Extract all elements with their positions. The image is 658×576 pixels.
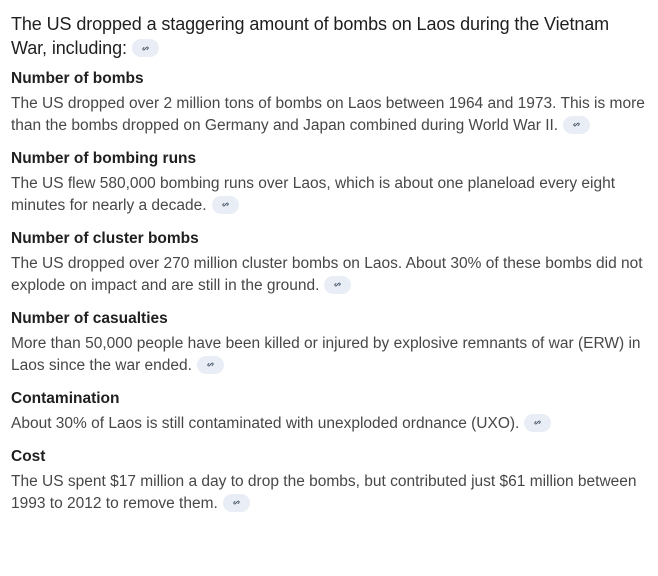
link-icon — [532, 417, 543, 428]
section-heading: Number of bombs — [11, 70, 144, 87]
section-heading: Contamination — [11, 390, 120, 407]
section-body — [11, 253, 648, 297]
section-number-of-cluster-bombs — [11, 229, 648, 297]
section-body-text: The US spent $17 million a day to drop the bombs, but contributed just $61 million between 1993 to 2012 to remove them. — [11, 473, 637, 512]
section-cost — [11, 447, 648, 515]
source-link-chip[interactable] — [132, 39, 159, 57]
section-body-text: The US flew 580,000 bombing runs over Laos, which is about one planeload every eight minutes for nearly a decade. — [11, 175, 616, 214]
section-number-of-bombing-runs — [11, 149, 648, 217]
section-body-text: More than 50,000 people have been killed or injured by explosive remnants of war (ERW) in Laos since the war ended. — [11, 335, 641, 374]
section-body-text: The US dropped over 2 million tons of bombs on Laos between 1964 and 1973. This is more than the bombs dropped on Germany and Japan combined during World War II. — [11, 95, 645, 134]
intro-paragraph — [11, 12, 648, 60]
section-body — [11, 333, 648, 377]
link-icon — [231, 497, 242, 508]
section-body — [11, 413, 648, 435]
source-link-chip[interactable] — [212, 196, 239, 214]
link-icon — [220, 199, 231, 210]
section-body-text: About 30% of Laos is still contaminated with unexploded ordnance (UXO). — [11, 415, 520, 432]
source-link-chip[interactable] — [563, 116, 590, 134]
intro-text: The US dropped a staggering amount of bombs on Laos during the Vietnam War, including: — [11, 14, 610, 58]
section-number-of-bombs — [11, 69, 648, 137]
section-heading: Number of casualties — [11, 310, 168, 327]
section-heading: Number of cluster bombs — [11, 230, 199, 247]
section-heading: Number of bombing runs — [11, 150, 197, 167]
section-body-text: The US dropped over 270 million cluster bombs on Laos. About 30% of these bombs did not explode on impact and are still in the ground. — [11, 255, 643, 294]
link-icon — [140, 43, 151, 54]
source-link-chip[interactable] — [197, 356, 224, 374]
link-icon — [332, 279, 343, 290]
section-number-of-casualties — [11, 309, 648, 377]
section-body — [11, 93, 648, 137]
section-heading: Cost — [11, 448, 46, 465]
link-icon — [571, 119, 582, 130]
section-body — [11, 173, 648, 217]
link-icon — [205, 359, 216, 370]
source-link-chip[interactable] — [524, 414, 551, 432]
section-body — [11, 471, 648, 515]
section-contamination — [11, 389, 648, 435]
source-link-chip[interactable] — [223, 494, 250, 512]
source-link-chip[interactable] — [324, 276, 351, 294]
